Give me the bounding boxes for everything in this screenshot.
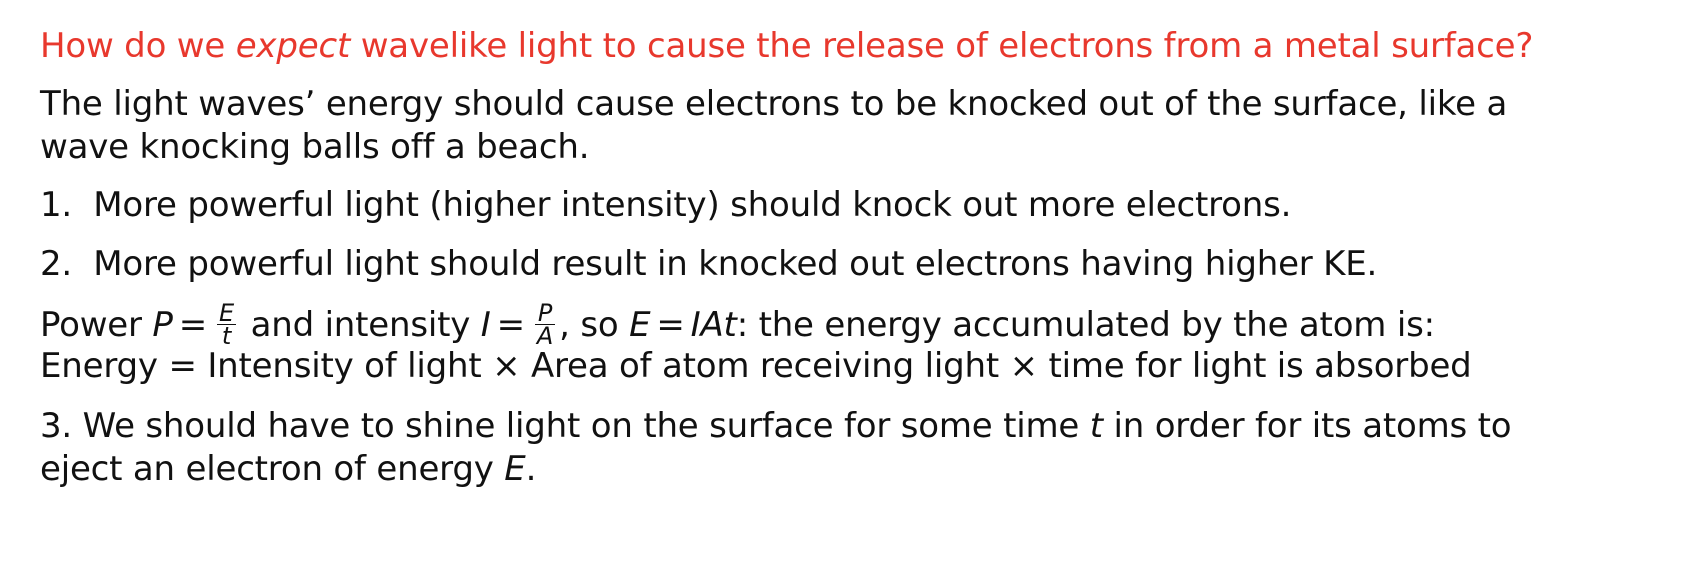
time-symbol: t bbox=[1089, 406, 1103, 446]
power-label: Power bbox=[40, 305, 153, 345]
and-intensity-text: and intensity bbox=[239, 305, 481, 345]
comma-so-text: , so bbox=[559, 305, 630, 345]
power-symbol: P bbox=[152, 305, 173, 345]
formula-line-1 bbox=[40, 299, 1435, 350]
point-3-number: 3. bbox=[40, 406, 73, 446]
point-2-number: 2. bbox=[40, 244, 73, 284]
equals-sign-1: = bbox=[178, 305, 208, 345]
point-3-period: . bbox=[525, 449, 537, 489]
intensity-symbol: I bbox=[480, 305, 491, 345]
fraction-e-over-t bbox=[217, 299, 236, 350]
iat-product: IAt bbox=[690, 305, 737, 345]
fraction-1-numerator: E bbox=[219, 299, 234, 327]
point-3-text-a: We should have to shine light on the surface for some time bbox=[82, 406, 1090, 446]
fraction-1-denominator: t bbox=[221, 322, 232, 350]
intro-line-2: wave knocking balls off a beach. bbox=[40, 127, 590, 167]
energy-symbol: E bbox=[629, 305, 651, 345]
point-2 bbox=[40, 244, 1377, 284]
slide-heading bbox=[40, 26, 1533, 66]
heading-emphasis: expect bbox=[235, 26, 351, 66]
point-3-line-2 bbox=[40, 449, 536, 489]
formula-line-2: Energy = Intensity of light × Area of atom receiving light × time for light is absorbed bbox=[40, 346, 1472, 386]
point-3-text-c: eject an electron of energy bbox=[40, 449, 505, 489]
equals-sign-2: = bbox=[496, 305, 525, 345]
fraction-2-numerator: P bbox=[535, 302, 555, 325]
point-3-energy-symbol: E bbox=[504, 449, 526, 489]
point-1-text: More powerful light (higher intensity) should knock out more electrons. bbox=[93, 185, 1292, 225]
point-3-line-1 bbox=[40, 406, 1511, 446]
point-3-text-b: in order for its atoms to bbox=[1102, 406, 1512, 446]
formula-tail-text: : the energy accumulated by the atom is: bbox=[736, 305, 1435, 345]
heading-text-start: How do we bbox=[40, 26, 236, 66]
heading-text-end: wavelike light to cause the release of electrons from a metal surface? bbox=[350, 26, 1534, 66]
point-1 bbox=[40, 185, 1291, 225]
fraction-2-denominator: A bbox=[536, 322, 554, 350]
fraction-p-over-a bbox=[535, 299, 555, 350]
point-1-number: 1. bbox=[40, 185, 73, 225]
point-2-text: More powerful light should result in knocked out electrons having higher KE. bbox=[93, 244, 1378, 284]
equals-sign-3: = bbox=[656, 305, 685, 345]
intro-line-1: The light waves’ energy should cause electrons to be knocked out of the surface, like a bbox=[40, 84, 1508, 124]
